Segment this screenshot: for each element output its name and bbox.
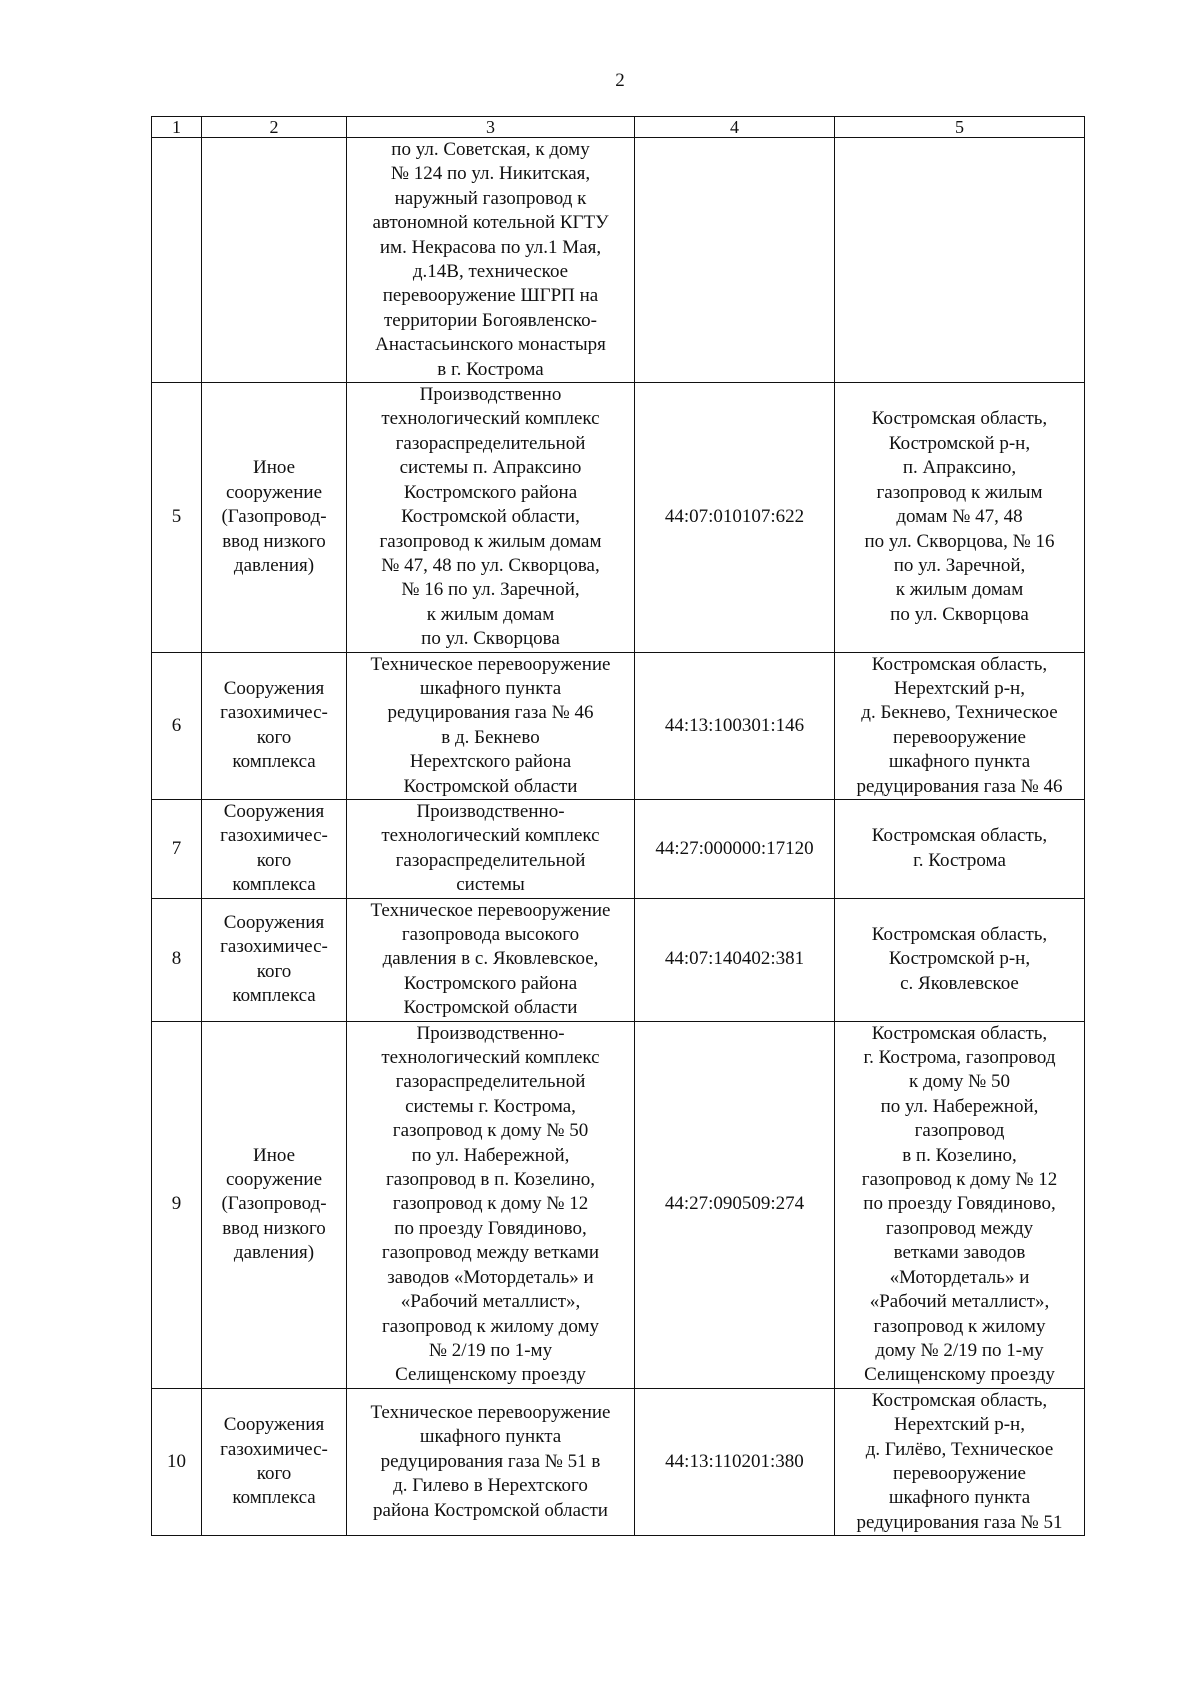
object-type-cell-line: кого bbox=[256, 726, 292, 748]
object-type-cell-line: (Газопровод- bbox=[221, 1193, 327, 1215]
object-name-cell-line: редуцирования газа № 46 bbox=[387, 702, 594, 724]
object-type-cell-line: кого bbox=[256, 960, 292, 982]
row-number-cell: 6 bbox=[152, 652, 202, 799]
address-cell-line: д. Гилёво, Техническое bbox=[865, 1438, 1054, 1460]
table-row bbox=[152, 652, 1085, 799]
object-name-cell-line: наружный газопровод к bbox=[394, 187, 587, 209]
address-cell-line: к дому № 50 bbox=[909, 1071, 1010, 1093]
object-name-cell-line: заводов «Мотордеталь» и bbox=[387, 1266, 594, 1288]
object-name-cell-line: газопровод между ветками bbox=[381, 1242, 600, 1264]
object-name-cell-line: к жилым домам bbox=[426, 603, 555, 625]
object-name-cell-line: газопровод к дому № 50 bbox=[392, 1120, 589, 1142]
object-name-cell-line: газопровод к дому № 12 bbox=[392, 1193, 589, 1215]
object-name-cell-line: Производственно bbox=[419, 384, 562, 406]
object-name-cell-line: № 16 по ул. Заречной, bbox=[401, 579, 580, 601]
object-name-cell-line: шкафного пункта bbox=[419, 677, 562, 699]
cadastral-number-cell: 44:13:100301:146 bbox=[635, 652, 835, 799]
address-cell-line: по ул. Набережной, bbox=[880, 1095, 1039, 1117]
object-name-cell-line: по ул. Скворцова bbox=[421, 628, 560, 650]
address-cell-line: с. Яковлевское bbox=[900, 972, 1019, 994]
object-name-cell-line: им. Некрасова по ул.1 Мая, bbox=[379, 236, 602, 258]
object-name-cell-line: системы г. Кострома, bbox=[405, 1095, 576, 1117]
object-name-cell-line: Костромского района bbox=[403, 972, 578, 994]
address-cell bbox=[835, 898, 1085, 1021]
page-number: 2 bbox=[615, 70, 625, 91]
object-name-cell-line: № 47, 48 по ул. Скворцова, bbox=[381, 554, 600, 576]
object-name-cell-line: технологический комплекс bbox=[381, 1047, 600, 1069]
object-name-cell-line: автономной котельной КГТУ bbox=[372, 212, 609, 234]
object-name-cell-line: по ул. Советская, к дому bbox=[391, 139, 590, 160]
object-name-cell-line: № 124 по ул. Никитская, bbox=[390, 163, 591, 185]
column-header-3: 3 bbox=[347, 117, 635, 138]
address-cell bbox=[835, 652, 1085, 799]
object-name-cell-line: Техническое перевооружение bbox=[370, 899, 611, 921]
object-type-cell-line: давления) bbox=[233, 1242, 315, 1264]
address-cell-line: по проезду Говядиново, bbox=[863, 1193, 1056, 1215]
cadastral-number-cell: 44:07:010107:622 bbox=[635, 383, 835, 652]
object-name-cell-line: газопровод в п. Козелино, bbox=[385, 1169, 596, 1191]
object-type-cell bbox=[202, 138, 347, 383]
address-cell-line: Костромской р-н, bbox=[888, 948, 1031, 970]
row-number-cell: 9 bbox=[152, 1021, 202, 1388]
table-row bbox=[152, 1021, 1085, 1388]
object-name-cell-line: газопровод к жилому дому bbox=[382, 1315, 599, 1337]
object-type-cell-line: комплекса bbox=[232, 985, 316, 1007]
address-cell-line: перевооружение bbox=[893, 1462, 1026, 1484]
object-name-cell-line: Производственно- bbox=[416, 1022, 565, 1044]
object-name-cell bbox=[347, 652, 635, 799]
object-type-cell-line: сооружение bbox=[225, 481, 322, 503]
registry-table bbox=[151, 116, 1085, 1536]
object-name-cell-line: Костромского района bbox=[403, 481, 578, 503]
cadastral-number-cell bbox=[635, 138, 835, 383]
column-header-2: 2 bbox=[202, 117, 347, 138]
address-cell-line: редуцирования газа № 46 bbox=[856, 775, 1063, 797]
cadastral-number-cell: 44:13:110201:380 bbox=[635, 1388, 835, 1535]
address-cell-line: в п. Козелино, bbox=[902, 1144, 1017, 1166]
object-name-cell-line: Костромской области, bbox=[401, 506, 580, 528]
object-type-cell-line: комплекса bbox=[232, 874, 316, 896]
object-name-cell-line: Нерехтского района bbox=[409, 751, 572, 773]
object-name-cell-line: шкафного пункта bbox=[419, 1426, 562, 1448]
object-name-cell bbox=[347, 138, 635, 383]
object-type-cell-line: ввод низкого bbox=[222, 1217, 326, 1239]
cadastral-number-cell: 44:27:090509:274 bbox=[635, 1021, 835, 1388]
object-type-cell-line: газохимичес- bbox=[220, 702, 328, 724]
object-type-cell-line: давления) bbox=[233, 554, 315, 576]
row-number-cell bbox=[152, 138, 202, 383]
object-name-cell-line: Костромской области bbox=[403, 997, 578, 1019]
address-cell-line: Костромская область, bbox=[871, 1022, 1048, 1044]
object-name-cell-line: по проезду Говядиново, bbox=[394, 1217, 587, 1239]
object-type-cell bbox=[202, 1021, 347, 1388]
address-cell-line: Нерехтский р-н, bbox=[894, 677, 1025, 699]
address-cell-line: Костромская область, bbox=[871, 825, 1048, 847]
object-type-cell bbox=[202, 799, 347, 898]
address-cell bbox=[835, 799, 1085, 898]
address-cell-line: домам № 47, 48 bbox=[896, 506, 1023, 528]
address-cell-line: по ул. Заречной, bbox=[893, 554, 1026, 576]
row-number-cell: 5 bbox=[152, 383, 202, 652]
object-name-cell bbox=[347, 1388, 635, 1535]
address-cell-line: Костромская область, bbox=[871, 1389, 1048, 1411]
object-name-cell-line: Производственно- bbox=[416, 800, 565, 822]
object-type-cell-line: комплекса bbox=[232, 751, 316, 773]
row-number-cell: 8 bbox=[152, 898, 202, 1021]
object-name-cell-line: Техническое перевооружение bbox=[370, 653, 611, 675]
address-cell-line: дому № 2/19 по 1-му bbox=[875, 1339, 1044, 1361]
object-type-cell-line: кого bbox=[256, 1462, 292, 1484]
table-header-row bbox=[152, 117, 1085, 138]
address-cell-line: Костромская область, bbox=[871, 924, 1048, 945]
object-type-cell-line: газохимичес- bbox=[220, 1438, 328, 1460]
object-name-cell-line: системы bbox=[456, 874, 525, 896]
object-name-cell-line: газораспределительной bbox=[395, 432, 586, 454]
address-cell-line: Костромская область, bbox=[871, 653, 1048, 675]
object-name-cell-line: Костромской области bbox=[403, 775, 578, 797]
object-name-cell-line: Анастасьинского монастыря bbox=[375, 334, 606, 356]
object-type-cell-line: Сооружения bbox=[223, 911, 325, 933]
address-cell-line: Костромская область, bbox=[871, 408, 1048, 430]
address-cell-line: газопровод к жилым bbox=[876, 481, 1043, 503]
address-cell bbox=[835, 383, 1085, 652]
object-name-cell-line: системы п. Апраксино bbox=[399, 457, 582, 479]
table-row bbox=[152, 1388, 1085, 1535]
column-header-1: 1 bbox=[152, 117, 202, 138]
column-header-4: 4 bbox=[635, 117, 835, 138]
object-name-cell-line: в г. Кострома bbox=[437, 358, 544, 380]
address-cell-line: по ул. Скворцова, № 16 bbox=[864, 530, 1055, 552]
address-cell-line: г. Кострома bbox=[913, 849, 1006, 871]
table-row bbox=[152, 383, 1085, 652]
object-name-cell bbox=[347, 898, 635, 1021]
object-name-cell-line: д. Гилево в Нерехтского bbox=[393, 1475, 588, 1497]
object-name-cell-line: территории Богоявленско- bbox=[384, 309, 597, 331]
object-name-cell-line: давления в с. Яковлевское, bbox=[382, 948, 599, 970]
address-cell-line: шкафного пункта bbox=[888, 1487, 1031, 1509]
object-name-cell-line: газораспределительной bbox=[395, 849, 586, 871]
address-cell-line: газопровод к дому № 12 bbox=[861, 1169, 1058, 1191]
object-type-cell-line: газохимичес- bbox=[220, 936, 328, 958]
address-cell-line: ветками заводов bbox=[893, 1242, 1026, 1264]
object-name-cell bbox=[347, 383, 635, 652]
object-name-cell-line: технологический комплекс bbox=[381, 408, 600, 430]
object-type-cell bbox=[202, 898, 347, 1021]
object-type-cell-line: Сооружения bbox=[223, 1414, 325, 1436]
address-cell-line: к жилым домам bbox=[895, 579, 1024, 601]
address-cell-line: п. Апраксино, bbox=[902, 457, 1017, 479]
object-name-cell-line: Селищенскому проезду bbox=[395, 1364, 586, 1386]
object-type-cell-line: Сооружения bbox=[223, 800, 325, 822]
object-name-cell-line: газопровод к жилым домам bbox=[379, 530, 602, 552]
cadastral-number-cell: 44:07:140402:381 bbox=[635, 898, 835, 1021]
object-name-cell-line: газораспределительной bbox=[395, 1071, 586, 1093]
object-name-cell-line: района Костромской области bbox=[373, 1499, 608, 1521]
address-cell-line: Селищенскому проезду bbox=[864, 1364, 1055, 1386]
object-type-cell-line: Иное bbox=[252, 457, 296, 479]
address-cell-line: газопровод bbox=[914, 1120, 1005, 1142]
object-type-cell-line: (Газопровод- bbox=[221, 506, 327, 528]
address-cell-line: газопровод к жилому bbox=[873, 1315, 1046, 1337]
table-row bbox=[152, 799, 1085, 898]
address-cell-line: редуцирования газа № 51 bbox=[856, 1511, 1063, 1533]
object-type-cell-line: кого bbox=[256, 849, 292, 871]
address-cell-line: по ул. Скворцова bbox=[890, 603, 1029, 625]
address-cell-line: «Мотордеталь» и bbox=[889, 1266, 1030, 1288]
address-cell-line: г. Кострома, газопровод bbox=[863, 1047, 1056, 1069]
object-name-cell bbox=[347, 799, 635, 898]
address-cell-line: газопровод между bbox=[885, 1217, 1034, 1239]
object-name-cell-line: в д. Бекнево bbox=[441, 726, 540, 748]
object-name-cell-line: Техническое перевооружение bbox=[370, 1401, 611, 1423]
row-number-cell: 7 bbox=[152, 799, 202, 898]
object-name-cell-line: газопровода высокого bbox=[401, 924, 580, 945]
column-header-5: 5 bbox=[835, 117, 1085, 138]
object-name-cell-line: перевооружение ШГРП на bbox=[382, 285, 599, 307]
address-cell-line: «Рабочий металлист», bbox=[869, 1291, 1050, 1313]
address-cell bbox=[835, 138, 1085, 383]
object-type-cell bbox=[202, 652, 347, 799]
address-cell-line: шкафного пункта bbox=[888, 751, 1031, 773]
object-type-cell-line: Иное bbox=[252, 1144, 296, 1166]
object-type-cell-line: сооружение bbox=[225, 1169, 322, 1191]
object-type-cell bbox=[202, 1388, 347, 1535]
object-type-cell bbox=[202, 383, 347, 652]
address-cell-line: перевооружение bbox=[893, 726, 1026, 748]
object-name-cell-line: № 2/19 по 1-му bbox=[428, 1339, 553, 1361]
object-name-cell bbox=[347, 1021, 635, 1388]
address-cell bbox=[835, 1021, 1085, 1388]
address-cell bbox=[835, 1388, 1085, 1535]
address-cell-line: Костромской р-н, bbox=[888, 432, 1031, 454]
object-name-cell-line: «Рабочий металлист», bbox=[400, 1291, 581, 1313]
object-name-cell-line: редуцирования газа № 51 в bbox=[380, 1450, 601, 1472]
address-cell-line: д. Бекнево, Техническое bbox=[861, 702, 1058, 724]
row-number-cell: 10 bbox=[152, 1388, 202, 1535]
object-type-cell-line: газохимичес- bbox=[220, 825, 328, 847]
object-type-cell-line: комплекса bbox=[232, 1487, 316, 1509]
table-row bbox=[152, 898, 1085, 1021]
object-name-cell-line: д.14В, техническое bbox=[412, 261, 569, 283]
object-name-cell-line: технологический комплекс bbox=[381, 825, 600, 847]
table-row bbox=[152, 138, 1085, 383]
object-name-cell-line: по ул. Набережной, bbox=[411, 1144, 570, 1166]
cadastral-number-cell: 44:27:000000:17120 bbox=[635, 799, 835, 898]
address-cell-line: Нерехтский р-н, bbox=[894, 1414, 1025, 1436]
object-type-cell-line: Сооружения bbox=[223, 677, 325, 699]
object-type-cell-line: ввод низкого bbox=[222, 530, 326, 552]
